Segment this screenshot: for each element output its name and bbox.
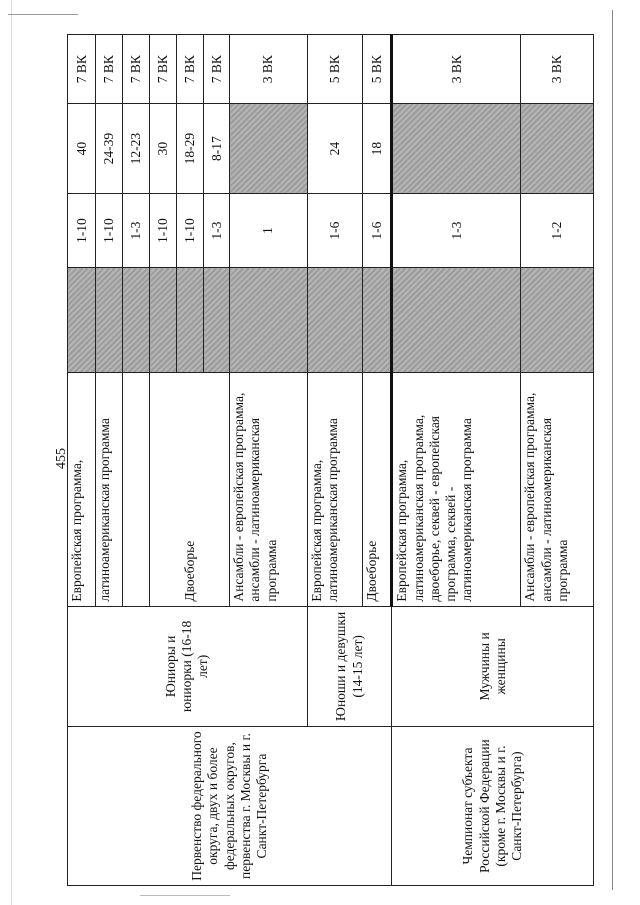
rank-cell: 7 ВК [150, 35, 177, 104]
rank-cell: 7 ВК [68, 35, 96, 104]
places-cell: 1-3 [123, 193, 150, 267]
shaded-cell [96, 268, 123, 373]
shaded-cell [521, 268, 594, 373]
scan-edge-right [612, 10, 613, 890]
shaded-cell [123, 268, 150, 373]
places-cell: 1-3 [392, 193, 521, 267]
shaded-cell [68, 268, 96, 373]
places-cell: 1 [230, 193, 307, 267]
rank-cell: 7 ВК [123, 35, 150, 104]
count-cell: 40 [68, 104, 96, 194]
program-cell: Ансамбли - европейская программа, ансамбли - латиноамериканская программа [521, 373, 594, 606]
rank-cell: 7 ВК [96, 35, 123, 104]
program-cell: Европейская программа, [68, 373, 96, 606]
program-cell [123, 373, 150, 606]
count-cell: 12-23 [123, 104, 150, 194]
shaded-cell [521, 104, 594, 194]
shaded-cell [362, 268, 391, 373]
page-number: 455 [54, 448, 69, 469]
count-cell: 8-17 [204, 104, 230, 194]
rank-cell: 7 ВК [177, 35, 204, 104]
rank-cell: 5 ВК [307, 35, 362, 104]
program-cell: Европейская программа, латиноамериканская программа [307, 373, 362, 606]
age-group-cell: Юноши и девушки (14-15 лет) [307, 606, 392, 726]
shaded-cell [204, 268, 230, 373]
shaded-cell [177, 268, 204, 373]
places-cell: 1-10 [177, 193, 204, 267]
rotated-table-wrapper [67, 34, 594, 886]
shaded-cell [230, 268, 307, 373]
program-cell: Двоеборье [150, 373, 230, 606]
rank-cell: 7 ВК [204, 35, 230, 104]
scan-edge-top [8, 14, 78, 15]
rank-cell: 3 ВК [230, 35, 307, 104]
places-cell: 1-10 [96, 193, 123, 267]
shaded-cell [392, 104, 521, 194]
rank-cell: 3 ВК [521, 35, 594, 104]
count-cell: 24 [307, 104, 362, 194]
places-cell: 1-6 [362, 193, 391, 267]
shaded-cell [150, 268, 177, 373]
shaded-cell [392, 268, 521, 373]
places-cell: 1-10 [150, 193, 177, 267]
ranking-table [67, 34, 594, 886]
age-group-cell: Юниоры и юниорки (16-18 лет) [68, 606, 308, 726]
places-cell: 1-10 [68, 193, 96, 267]
scan-edge-bottom [140, 895, 230, 896]
count-cell: 24-39 [96, 104, 123, 194]
count-cell: 30 [150, 104, 177, 194]
program-cell: Двоеборье [362, 373, 391, 606]
places-cell: 1-3 [204, 193, 230, 267]
scan-edge-left [11, 0, 12, 905]
rank-cell: 3 ВК [392, 35, 521, 104]
competition-cell: Первенство федерального округа, двух и более федеральных округов, первенства г. Москвы и г. Санкт-Петербурга [68, 727, 392, 886]
places-cell: 1-6 [307, 193, 362, 267]
shaded-cell [307, 268, 362, 373]
rank-cell: 5 ВК [362, 35, 391, 104]
program-cell: латиноамериканская программа [96, 373, 123, 606]
age-group-cell: Мужчины и женщины [392, 606, 594, 726]
program-cell: Европейская программа, латиноамериканская программа, двоеборье, секвей - европейская программа, секвей - латиноамериканская программа [392, 373, 521, 606]
competition-cell: Чемпионат субъекта Российской Федерации (кроме г. Москвы и г. Санкт-Петербурга) [392, 727, 594, 886]
program-cell: Ансамбли - европейская программа, ансамбли - латиноамериканская программа [230, 373, 307, 606]
places-cell: 1-2 [521, 193, 594, 267]
shaded-cell [230, 104, 307, 194]
count-cell: 18 [362, 104, 391, 194]
count-cell: 18-29 [177, 104, 204, 194]
